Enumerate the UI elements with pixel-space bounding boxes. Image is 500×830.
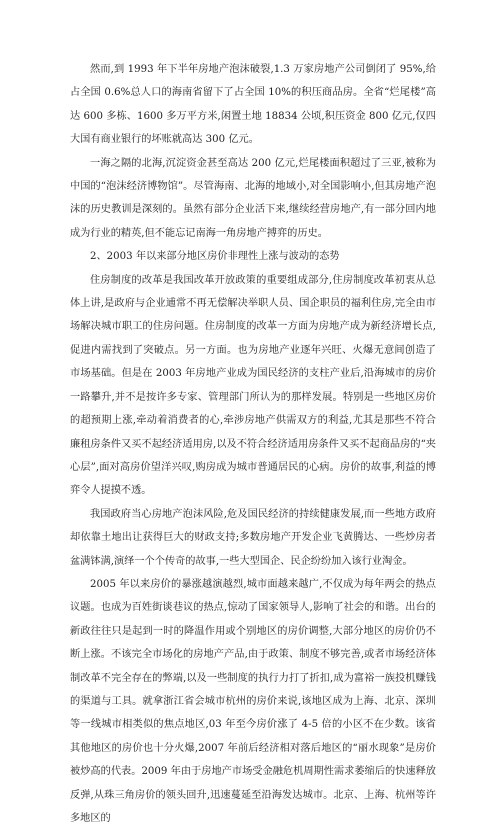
paragraph-beihai: 一海之隔的北海,沉淀资金甚至高达 200 亿元,烂尾楼面积超过了三亚,被称为中国的“泡沫经济博物馆”。尽管海南、北海的地域小,对全国影响小,但其房地产泡沫的历史教训是深刻的。虽然有部分企业活下来,继续经营房地产,有一部分回内地成为行业的精英,但不能忘记南海一角房地产搏弈的历史。 xyxy=(70,157,436,239)
document-body xyxy=(70,58,436,830)
paragraph-government-risk: 我国政府当心房地产泡沫风险,危及国民经济的持续健康发展,而一些地方政府却依靠土地出让获得巨大的财政支持;多数房地产开发企业飞黄腾达、一些炒房者盆满钵满,演绎一个个传奇的故事,一些大型国企、民企纷纷加入该行业淘金。 xyxy=(70,508,436,567)
section-heading: 2、2003 年以来部分地区房价非理性上涨与波动的态势 xyxy=(90,251,340,263)
paragraph-housing-reform: 住房制度的改革是我国改革开放政策的重要组成部分,住房制度改革初衷从总体上讲,是政府与企业逋常不再无偿解决举职人员、国企职员的福利住房,完全由市场解决城市职工的住房问题。住房制度的改革一方面为房地产成为新经济增长点,促进内需找到了突破点。另一方面。也为房地产业逐年兴旺、火爆无意间创造了市场基础。但是在 2003 年房地产业成为国民经济的支柱产业后,沿海城市的房价一路攀升,并不是按许多专家、管理部门所认为的那样发展。特别是一些地区房价的超预期上涨,牵动着消费者的心,牵涉房地产供需双方的利益,尤其是那些不符合廉租房条件又买不起经济适用房,以及不符合经济适用房条件又买不起商品房的“夹心层”,面对高房价望洋兴叹,购房成为城市普通居民的心病。房价的故事,利益的博弈令人提摸不透。 xyxy=(70,274,436,497)
paragraph-price-surge: 2005 年以来房价的暴涨越演越烈,城市面越来越广,不仅成为每年两会的热点议题。也成为百姓街谈巷议的热点,惊动了国家领导人,影响了社会的和谐。出台的新政往往只是起到一时的降温作用或个别地区的房价调整,大部分地区的房价仍不断上涨。不该完全市场化的房地产产品,由于政策、制度不够完善,或者市场经济体制改革不完全存在的弊端,以及一些制度的执行力打了折扣,成为富裕一族投机赚钱的渠道与工具。就拿浙江省会城市杭州的房价来说,该地区成为上海、北京、深圳等一线城市相类似的焦点地区,03 年至今房价涨了 4-5 倍的小区不在少数。该省其他地区的房价也十分火爆,2007 年前后经济相对落后地区的“丽水现象”是房价被炒高的代表。2009 年由于房地产市场受金融危机周期性需求萎缩后的快速释放反弹,从珠三角房价的领头回升,迅速蔓延至沿海发达城市。北京、上海、杭州等许多地区的 xyxy=(70,578,436,824)
paragraph-hainan-bubble: 然而,到 1993 年下半年房地产泡沫破裂,1.3 万家房地产公司倒闭了 95%,给占全国 0.6%总人口的海南省留下了占全国 10%的积压商品房。全省“烂尾楼”高达 600 多栋、1600 多万平方米,闲置土地 18834 公顷,积压资金 800 亿元,仅四大国有商业银行的坏账就高达 300 亿元。 xyxy=(70,64,436,146)
